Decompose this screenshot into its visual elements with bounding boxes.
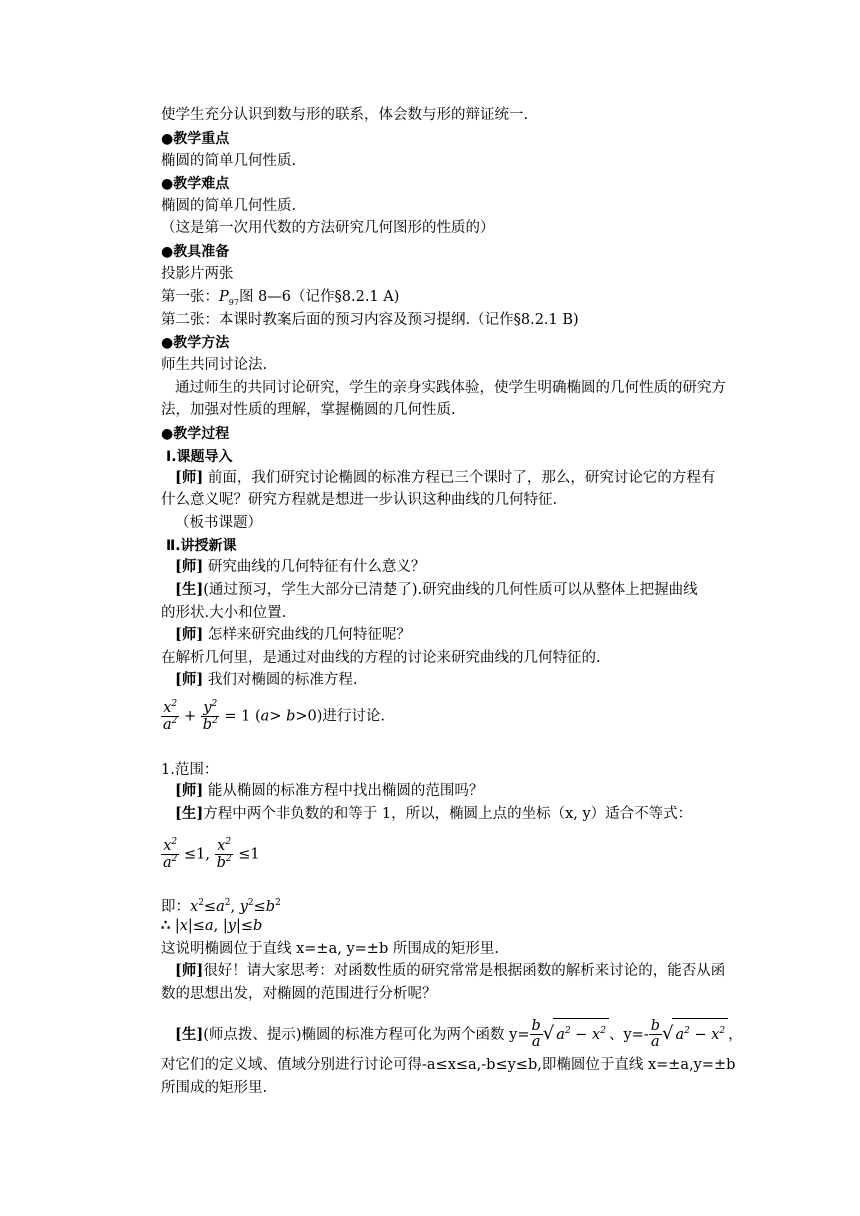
teacher-text-3: 怎样来研究曲线的几何特征呢？: [207, 627, 411, 643]
method-paragraph-line1: 通过师生的共同讨论研究，学生的亲身实践体验，使学生明确椭圆的几何性质的研究方: [175, 380, 726, 396]
teacher-line-1: [175, 468, 715, 488]
student-line-3c: 所围成的矩形里.: [161, 1080, 268, 1096]
student-line-1b: 的形状.大小和位置.: [161, 605, 287, 621]
teacher-text-6a: 很好！请大家思考：对函数性质的研究常常是根据函数的解析来讨论的，能否从函: [203, 963, 726, 979]
student-text-3a: (师点拨、提示)椭圆的标准方程可化为两个函数 y=: [203, 1026, 530, 1043]
teacher-line-2: [175, 557, 425, 577]
student-tag: [生]: [175, 581, 204, 598]
slide-one-label: 第一张：: [161, 289, 219, 305]
teacher-tag: [师]: [175, 469, 204, 486]
student-line-3: [生](师点拨、提示)椭圆的标准方程可化为两个函数 y= $\frac{b}{a}$ √ $a^2 - x^2$ 、y=- $\frac{b}{a}$ √ $a^2 - x^2$ ，: [175, 1018, 743, 1051]
ellipse-equation: $\frac{x^2}{a^2}$ + $\frac{y^2}{b^2}$ = 1 (a> b>0)进行讨论.: [163, 699, 386, 733]
difficulties-text: 椭圆的简单几何性质.: [161, 198, 297, 214]
teacher-text-2: 研究曲线的几何特征有什么意义？: [207, 559, 426, 575]
analysis-line: 在解析几何里，是通过对曲线的方程的讨论来研究曲线的几何特征的.: [161, 650, 601, 666]
teacher-line-6: [175, 961, 725, 981]
fraction-b-a: $\frac{b}{a}$: [531, 1018, 541, 1051]
ie-line: 即：$x^2\le a^2$, $y^2\le b^2$: [161, 898, 281, 915]
student-text-1a: (通过预习，学生大部分已清楚了).研究曲线的几何性质可以从整体上把握曲线: [203, 582, 698, 598]
fraction-x2-a2-ineq: $\frac{x^2}{a^2}$: [163, 837, 178, 871]
teacher-text-4: 我们对椭圆的标准方程.: [207, 672, 358, 688]
fraction-y2-b2-ineq: $\frac{x^2}{b^2}$: [216, 837, 232, 871]
method-text: 师生共同讨论法.: [161, 357, 268, 373]
teacher-line-6b: 数的思想出发，对椭圆的范围进行分析呢？: [161, 986, 437, 1002]
key-points-text: 椭圆的简单几何性质.: [161, 153, 297, 169]
teacher-line-5: [175, 781, 483, 801]
ie-label: 即：: [161, 898, 190, 915]
difficulties-note: （这是第一次用代数的方法研究几何图形的性质的）: [161, 220, 495, 236]
slide-one-page: 97: [228, 297, 239, 307]
heading-method: ●教学方法: [161, 335, 230, 351]
section-intro-title: Ⅰ.课题导入: [166, 449, 233, 465]
slide-two: 第二张：本课时教案后面的预习内容及预习提纲.（记作§8.2.1 B): [161, 312, 579, 328]
teacher-text-1a: 前面，我们研究讨论椭圆的标准方程已三个课时了，那么，研究讨论它的方程有: [207, 470, 716, 486]
range-title: 1.范围：: [161, 762, 219, 778]
inequalities: $\frac{x^2}{a^2}$ ≤1, $\frac{x^2}{b^2}$ ≤1: [163, 837, 260, 871]
student-text-2: 方程中两个非负数的和等于 1，所以，椭圆上点的坐标（x, y）适合不等式：: [203, 806, 693, 822]
heading-key-points: ●教学重点: [161, 131, 230, 147]
heading-difficulties: ●教学难点: [161, 176, 230, 192]
tools-text: 投影片两张: [161, 266, 234, 282]
teacher-tag: [师]: [175, 962, 204, 979]
fraction-y2-b2: $\frac{y^2}{b^2}$: [202, 699, 218, 733]
section-new-title: Ⅱ.讲授新课: [166, 538, 237, 554]
slide-one-p: P: [219, 289, 229, 305]
teacher-text-5: 能从椭圆的标准方程中找出椭圆的范围吗？: [207, 783, 484, 799]
teacher-line-4: [175, 670, 357, 690]
student-line-3b: 对它们的定义域、值域分别进行讨论可得-a≤x≤a,-b≤y≤b,即椭圆位于直线 x=±a,y=±b: [161, 1057, 736, 1073]
student-tag: [生]: [175, 1025, 204, 1043]
equation-tail: 进行讨论.: [322, 708, 386, 725]
student-line-2: [175, 804, 692, 824]
teacher-line-3: [175, 625, 411, 645]
slide-one-desc: 图 8—6（记作§8.2.1 A): [238, 289, 400, 305]
student-text-3end: ，: [728, 1026, 743, 1043]
heading-tools: ●教具准备: [161, 244, 230, 260]
fraction-b-a-2: $\frac{b}{a}$: [650, 1018, 660, 1051]
rectangle-conclusion: 这说明椭圆位于直线 x=±a, y=±b 所围成的矩形里.: [161, 941, 499, 957]
student-tag: [生]: [175, 805, 204, 822]
method-paragraph-line2: 法，加强对性质的理解，掌握椭圆的几何性质.: [161, 402, 456, 418]
fraction-x2-a2: $\frac{x^2}{a^2}$: [163, 699, 178, 733]
teacher-tag: [师]: [175, 558, 204, 575]
teacher-tag: [师]: [175, 782, 204, 799]
student-text-3mid: 、y=-: [608, 1026, 649, 1043]
heading-process: ●教学过程: [161, 426, 230, 442]
intro-line: 使学生充分认识到数与形的联系，体会数与形的辩证统一.: [161, 107, 529, 123]
teacher-tag: [师]: [175, 671, 204, 688]
teacher-line-1b: 什么意义呢？研究方程就是想进一步认识这种曲线的几何特征.: [161, 492, 558, 508]
student-line-1: [175, 580, 698, 600]
therefore-line: ∴ |x|≤a, |y|≤b: [161, 917, 263, 934]
board-note: （板书课题）: [175, 515, 262, 531]
teacher-tag: [师]: [175, 626, 204, 643]
slide-one: [161, 287, 399, 313]
therefore-symbol: ∴: [161, 917, 171, 934]
